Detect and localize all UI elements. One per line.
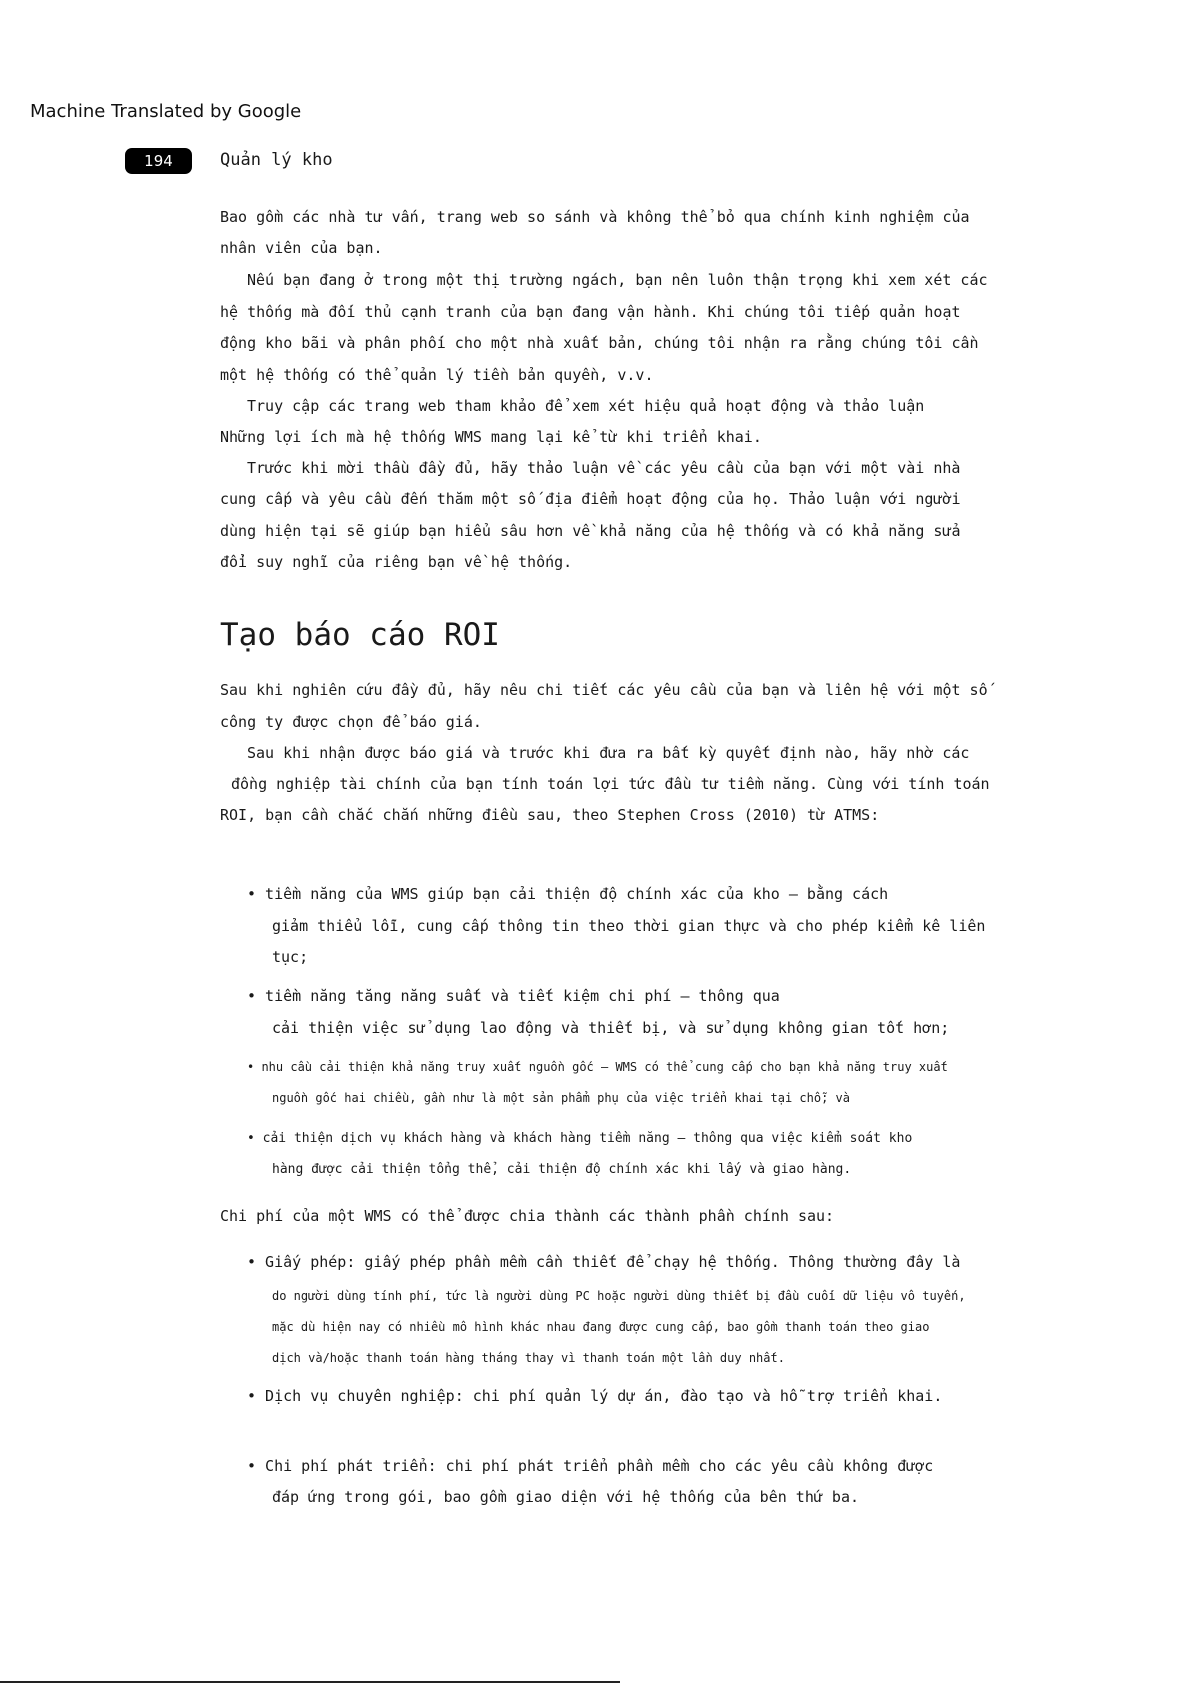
body-line: động kho bãi và phân phối cho một nhà xuất bản, chúng tôi nhận ra rằng chúng tôi cần <box>220 334 979 352</box>
body-line: Sau khi nghiên cứu đầy đủ, hãy nêu chi tiết các yêu cầu của bạn và liên hệ với một số <box>220 681 988 699</box>
body-line: cung cấp và yêu cầu đến thăm một số địa điểm hoạt động của họ. Thảo luận với người <box>220 490 961 508</box>
bullet-item: • cải thiện dịch vụ khách hàng và khách hàng tiềm năng – thông qua việc kiểm soát kho <box>247 1131 913 1146</box>
bullet-item-continuation: hàng được cải thiện tổng thể, cải thiện độ chính xác khi lấy và giao hàng. <box>272 1162 852 1177</box>
bullet-item: • Giấy phép: giấy phép phần mềm cần thiết để chạy hệ thống. Thông thường đây là <box>247 1253 961 1271</box>
body-line: đổi suy nghĩ của riêng bạn về hệ thống. <box>220 553 573 571</box>
page-number-badge: 194 <box>125 148 192 174</box>
body-line: ROI, bạn cần chắc chắn những điều sau, theo Stephen Cross (2010) từ ATMS: <box>220 806 880 824</box>
bullet-item: • Chi phí phát triển: chi phí phát triển phần mềm cho các yêu cầu không được <box>247 1457 934 1475</box>
body-line: Trước khi mời thầu đầy đủ, hãy thảo luận về các yêu cầu của bạn với một vài nhà <box>247 459 961 477</box>
section-heading: Tạo báo cáo ROI <box>220 617 500 653</box>
running-head: Quản lý kho <box>220 150 333 170</box>
body-line: công ty được chọn để báo giá. <box>220 713 482 731</box>
bullet-item-continuation: dịch và/hoặc thanh toán hàng tháng thay vì thanh toán một lần duy nhất. <box>272 1351 785 1365</box>
body-line: Nếu bạn đang ở trong một thị trường ngách, bạn nên luôn thận trọng khi xem xét các <box>247 271 988 289</box>
body-line: Bao gồm các nhà tư vấn, trang web so sánh và không thể bỏ qua chính kinh nghiệm của <box>220 208 970 226</box>
body-line: dùng hiện tại sẽ giúp bạn hiểu sâu hơn về khả năng của hệ thống và có khả năng sửa <box>220 522 961 540</box>
bullet-item-continuation: đáp ứng trong gói, bao gồm giao diện với hệ thống của bên thứ ba. <box>272 1488 859 1506</box>
body-line: đồng nghiệp tài chính của bạn tính toán lợi tức đầu tư tiềm năng. Cùng với tính toán <box>231 775 990 793</box>
body-line: một hệ thống có thể quản lý tiền bản quyền, v.v. <box>220 366 654 384</box>
bullet-item-continuation: nguồn gốc hai chiều, gần như là một sản phẩm phụ của việc triển khai tại chỗ; và <box>272 1091 850 1105</box>
bullet-item-continuation: cải thiện việc sử dụng lao động và thiết bị, và sử dụng không gian tốt hơn; <box>272 1019 950 1037</box>
body-line: Truy cập các trang web tham khảo để xem xét hiệu quả hoạt động và thảo luận <box>247 397 925 415</box>
bullet-item: • tiềm năng tăng năng suất và tiết kiệm chi phí – thông qua <box>247 987 780 1005</box>
bullet-item-continuation: do người dùng tính phí, tức là người dùng PC hoặc người dùng thiết bị đầu cuối dữ liệu vô tuyến, <box>272 1289 966 1303</box>
bottom-rule <box>0 1681 620 1683</box>
bullet-item: • Dịch vụ chuyên nghiệp: chi phí quản lý dự án, đào tạo và hỗ trợ triển khai. <box>247 1387 943 1405</box>
bullet-item-continuation: tục; <box>272 948 309 966</box>
bullet-item: • tiềm năng của WMS giúp bạn cải thiện độ chính xác của kho – bằng cách <box>247 885 889 903</box>
body-line: Sau khi nhận được báo giá và trước khi đưa ra bất kỳ quyết định nào, hãy nhờ các <box>247 744 970 762</box>
machine-translated-label: Machine Translated by Google <box>30 101 302 122</box>
bullet-item: • nhu cầu cải thiện khả năng truy xuất nguồn gốc – WMS có thể cung cấp cho bạn khả năng truy xuất <box>247 1060 948 1074</box>
body-line: Những lợi ích mà hệ thống WMS mang lại kể từ khi triển khai. <box>220 428 762 446</box>
body-line: nhân viên của bạn. <box>220 239 383 257</box>
body-line: hệ thống mà đối thủ cạnh tranh của bạn đang vận hành. Khi chúng tôi tiếp quản hoạt <box>220 303 961 321</box>
bullet-item-continuation: mặc dù hiện nay có nhiều mô hình khác nhau đang được cung cấp, bao gồm thanh toán theo giao <box>272 1320 930 1334</box>
bullet-item-continuation: giảm thiểu lỗi, cung cấp thông tin theo thời gian thực và cho phép kiểm kê liên <box>272 917 986 935</box>
costs-intro: Chi phí của một WMS có thể được chia thành các thành phần chính sau: <box>220 1207 835 1225</box>
